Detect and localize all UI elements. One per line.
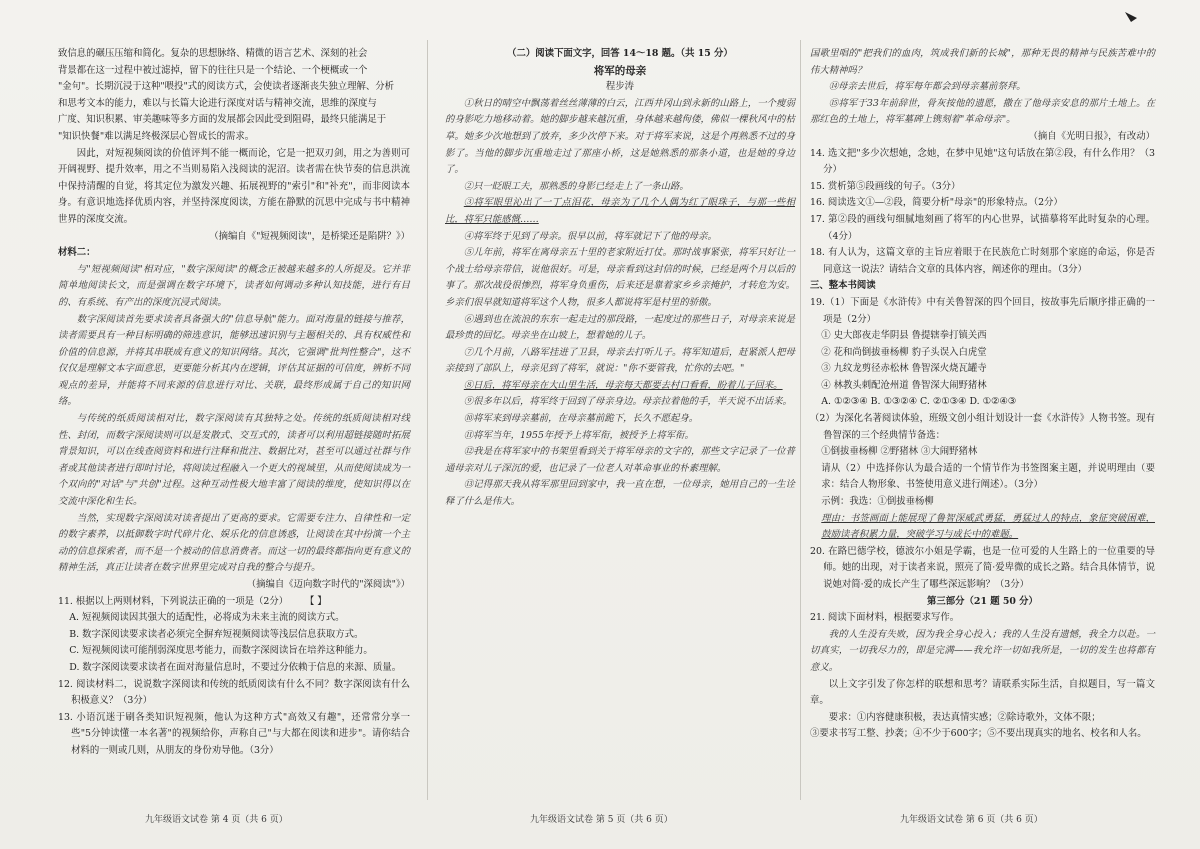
paragraph: ⑫我是在将军家中的书架里看到关于将军母亲的文字的，那些文字记录了一位普通母亲对儿子深沉的爱，也记录了一位老人对革命事业的朴素理解。: [445, 446, 795, 474]
paragraph: 数字深阅读首先要求读者具备强大的"信息导航"能力。面对海量的链接与推荐，读者需要具有一种目标明确的筛选意识，能够迅速识别与主题相关的、具有权威性和价值的信息源，并将其串联成有意义的知识网络。其次，它强调"批判性整合"，这不仅仅是理解文本字面意思，更要能分析其内在逻辑，评估其证据的可信度，辨析不同观点的差异，并能将不同来源的信息进行对比、关联，最终形成属于自己的知识网络。: [58, 313, 410, 408]
question-17: 17. 第②段的画线句细腻地刻画了将军的内心世界，试描摹将军此时复杂的心理。（4分）: [810, 213, 1155, 242]
source-note: （摘编自《迈向数字时代的"深阅读"》）: [246, 579, 410, 590]
page-footer: 九年级语文试卷 第 5 页（共 6 页）: [530, 815, 673, 825]
option: D. 数字深阅读要求读者在面对海量信息时，不要过分依赖于信息的来源、质量。: [69, 661, 402, 673]
paragraph: ⑦几个月前，八路军挂进了卫县，母亲去打听儿子。将军知道后，赶紧派人把母亲接到了部队上，母亲见到了将军，就说："你不要管我，忙你的去吧。": [445, 346, 795, 375]
section-header: （二）阅读下面文字，回答 14～18 题。（共 15 分）: [507, 48, 733, 59]
paragraph: ④将军终于见到了母亲。很早以前，将军就记下了他的母亲。: [463, 230, 717, 242]
question-15: 15. 赏析第⑤段画线的句子。（3分）: [810, 180, 961, 192]
paragraph: ⑬记得那天我从将军那里回到家中，我一直在想，一位母亲，她用自己的一生诠释了什么是伟大。: [445, 479, 795, 508]
question-21: 21. 阅读下面材料，根据要求写作。: [810, 612, 960, 624]
source-note: （摘自《光明日报》，有改动）: [1028, 130, 1155, 142]
requirement: 要求：①内容健康积极，表达真情实感；②除诗歌外，文体不限；: [828, 711, 1101, 723]
paragraph: 因此，对短视频阅读的价值评判不能一概而论，它是一把双刃剑，用之为善则可开阔视野、提升效率，用之不当则易陷入浅阅读的泥沼。读者需在快节奏的信息洪流中保持清醒的自觉，将其定位为激发兴趣、拓展视野的"索引"和"补充"，而非阅读本身。有意识地选择优质内容，并坚持深度阅读，方能在静默的沉思中完成与书中精神世界的深度交流。: [58, 147, 410, 225]
paragraph: ⑪将军当年，1955年授予上将军衔，被授予上将军衔。: [463, 429, 694, 441]
option: A. 短视频阅读因其强大的适配性，必将成为未来主流的阅读方式。: [69, 612, 345, 624]
page-5-column: [445, 46, 795, 511]
page-footer: 九年级语文试卷 第 4 页（共 6 页）: [145, 815, 288, 825]
text-line: 广度、知识积累、审美趣味等多方面的发展都会因此受到阻碍，最终只能满足于: [58, 114, 387, 126]
option: ④ 林教头刺配沧州道 鲁智深大闹野猪林: [821, 379, 987, 391]
option: C. 短视频阅读可能削弱深度思考能力，而数字深阅读旨在培养这种能力。: [69, 645, 373, 657]
paragraph: ⑭母亲去世后，将军每年都会到母亲墓前祭拜。: [828, 81, 1026, 93]
paragraph: 与传统的纸质阅读相对比，数字深阅读有其独特之处。传统的纸质阅读相对线性、封闭，而数字深阅读则可以是发散式、交互式的，读者可以利用超链接随时拓展背景知识，可以在线查阅资料和进行注释和批注、数据比对，甚至可以通过社群与作者或其他读者进行即时讨论，将阅读过程融入一个更大的视域里，从而使阅读成为一个双向的"对话"与"共创"过程。这种互动性极大地丰富了阅读的维度，使知识得以在交流中深化和生长。: [58, 413, 410, 508]
example-reason: 理由：书签画面上能展现了鲁智深威武勇猛，勇猛过人的特点，象征突破困难，鼓励读者积累力量，突破学习与成长中的难题。: [821, 512, 1155, 541]
underlined-paragraph: ⑧日后，将军母亲在大山里生活，母亲每天都要去村口看看，盼着儿子回来。: [463, 379, 783, 391]
option: B. 数字深阅读要求读者必须完全摒弃短视频阅读等浅层信息获取方式。: [69, 628, 364, 640]
source-note: （摘编自《"短视频阅读"，是桥梁还是陷阱？》）: [209, 230, 410, 242]
quote: 我的人生没有失败，因为我全身心投入；我的人生没有遗憾，我全力以赴。一切真实，一切我尽力的，即是完满——我允许一切如我所是，一切的发生也将都有意义。: [810, 628, 1155, 673]
page-footer: 九年级语文试卷 第 6 页（共 6 页）: [900, 815, 1043, 825]
paragraph: 与"短视频阅读"相对应，"数字深阅读"的概念正被越来越多的人所提及。它并非简单地阅读长文，而是强调在数字环境下，读者如何调动多种认知技能，进行有目的、有系统、有产出的深度沉浸式阅读。: [58, 263, 410, 308]
paragraph: ⑤儿年前，将军在离母亲五十里的老家附近打仗。那时战事紧张，将军只好让一个战士给母亲带信，说他很好。可是，母亲看到这封信的时候，已经是两个月以后的事了。那次战役很惨烈，将军身负重伤，后来还是靠着家乡乡亲掩护，才转危为安。乡亲们很早就知道将军这个人物，很多人都说将军是村里的骄傲。: [445, 247, 795, 308]
paragraph: ⑥遇到也在流浪的东东一起走过的那段路，一起度过的那些日子，对母亲来说是最珍贵的回忆。母亲坐在山坡上，想着她的儿子。: [445, 313, 795, 342]
example-line: 示例：我选：①倒拔垂杨柳: [821, 496, 934, 508]
paragraph: ⑨很多年以后，将军终于回到了母亲身边。母亲拉着他的手，半天说不出话来。: [463, 396, 792, 408]
text-line: 背景都在这一过程中被过滤掉，留下的往往只是一个结论、一个梗概或一个: [58, 64, 368, 76]
section-heading: 材料二：: [58, 247, 96, 259]
question-19: 19.（1）下面是《水浒传》中有关鲁智深的四个回目，按故事先后顺序排正确的一项是（2分）: [810, 296, 1155, 325]
paragraph: 以上文字引发了你怎样的联想和思考？请联系实际生活，自拟题目，写一篇文章。: [810, 678, 1155, 707]
question-13: 13. 小语沉迷于刷各类知识短视频，他认为这种方式"高效又有趣"，还常常分享一些"5分钟读懂一本名著"的视频给你，声称自己"与大都在阅读和进步"。请你结合材料的一则或几则，从朋友的身份劝导他。（3分）: [58, 711, 410, 756]
column-divider: [427, 40, 428, 800]
corner-mark-icon: [1125, 12, 1137, 22]
text-line: 和思考文本的能力，难以与长篇大论进行深度对话与精神交流，思维的深度与: [58, 97, 377, 109]
instruction: 请从（2）中选择你认为最合适的一个情节作为书签图案主题，并说明理由（要求：结合人物形象、书签使用意义进行阐述）。（3分）: [821, 462, 1155, 491]
question-18: 18. 有人认为，这篇文章的主旨应着眼于在民族危亡时刻那个家庭的命运，你是否同意这一说法？请结合文章的具体内容，阐述你的理由。（3分）: [810, 247, 1155, 275]
article-title: 将军的母亲: [593, 64, 647, 77]
underlined-paragraph: ③将军眼里沁出了一丁点泪花，母亲为了几个人偶为红了眼珠子，与那一些相比，将军只能感慨……: [445, 197, 795, 225]
text-line: 致信息的碾压压缩和简化。复杂的思想脉络、精微的语言艺术、深刻的社会: [58, 48, 368, 59]
column-divider: [800, 40, 801, 800]
option: ①倒拔垂杨柳 ②野猪林 ③大闹野猪林: [821, 446, 978, 458]
answer-bracket[interactable]: 【 】: [304, 595, 327, 607]
question-text: 11. 根据以上两则材料，下列说法正确的一项是（2分）: [58, 595, 289, 607]
text-line: "金句"。长期沉浸于这种"喂投"式的阅读方式，会使读者逐渐丧失独立理解、分析: [58, 81, 395, 93]
question-19-2: （2）为深化名著阅读体验，班级文创小组计划设计一套《水浒传》人物书签。现有鲁智深的三个经典情节备选：: [810, 413, 1155, 441]
question-16: 16. 阅读选文①—②段，简要分析"母亲"的形象特点。（2分）: [810, 197, 1063, 209]
question-12: 12. 阅读材料二，说说数字深阅读和传统的纸质阅读有什么不同？数字深阅读有什么积极意义？（3分）: [58, 678, 410, 707]
part-heading: 第三部分（21 题 50 分）: [927, 595, 1038, 607]
page-4-column: [58, 46, 410, 760]
paragraph: 国歌里唱的"把我们的血肉，筑成我们新的长城"，那种无畏的精神与民族苦难中的伟大精神吗？: [810, 48, 1155, 76]
paragraph: ⑮将军于33年前辞世，骨灰按他的遗愿，撒在了他母亲安息的那片土地上。在那红色的土地上，将军墓碑上镌刻着"革命母亲"。: [810, 97, 1155, 126]
paragraph: ②只一眨眼工夫，那熟悉的身影已经走上了一条山路。: [463, 180, 689, 192]
requirement: ③要求书写工整、抄袭；④不少于600字；⑤不要出现真实的地名、校名和人名。: [810, 728, 1147, 740]
paragraph: ①秋日的晴空中飘荡着丝丝薄薄的白云，江西井冈山到永新的山路上，一个瘦弱的身影吃力地移动着。她的脚步越来越沉重，身体越来越佝偻，佛似一棵秋风中的枯草。她多少次地想到了放弃，多少次停下来。对于将军来说，这是个再熟悉不过的身影了。当他的脚步沉重地走过了那座小桥，这是她熟悉的那条小道，也是她的身边了。: [445, 97, 795, 176]
paragraph: 当然，实现数字深阅读对读者提出了更高的要求。它需要专注力、自律性和一定的数字素养，以抵御数字时代碎片化、娱乐化的信息诱惑，让阅读在其中扮演一个主动的信息探索者，而不是一个被动的信息消费者。而这一切的最终都指向更有意义的精神生活，真正让读者在数字世界里完成对自我的整合与提升。: [58, 512, 410, 574]
section-heading: 三、整本书阅读: [810, 280, 876, 292]
option: ③ 九纹龙剪径赤松林 鲁智深火烧瓦罐寺: [821, 363, 987, 375]
option: ① 史大郎夜走华阴县 鲁提辖拳打镇关西: [821, 330, 987, 342]
question-11: [58, 594, 410, 611]
question-14: 14. 选文把"多少次想她，念她，在梦中见她"这句话放在第②段，有什么作用？（3分）: [810, 147, 1155, 176]
answer-choices[interactable]: A. ①②③④ B. ①③②④ C. ②①③④ D. ①②④③: [821, 396, 1017, 408]
article-author: 程步涛: [605, 81, 635, 93]
text-line: "知识快餐"难以满足终极深层心智成长的需求。: [58, 130, 255, 142]
paragraph: ⑩将军来到母亲墓前，在母亲墓前跪下，长久不愿起身。: [463, 413, 699, 425]
page-6-column: [810, 46, 1155, 743]
question-20: 20. 在路巴德学校，德波尔小姐是学霸，也是一位可爱的人生路上的一位重要的导师。她的出现，对于读者来说，照亮了简·爱卑微的成长之路。结合具体情节，说说她对简·爱的成长产生了哪些深远影响？（3分）: [810, 545, 1155, 590]
option: ② 花和尚倒拔垂杨柳 豹子头误入白虎堂: [821, 346, 987, 358]
